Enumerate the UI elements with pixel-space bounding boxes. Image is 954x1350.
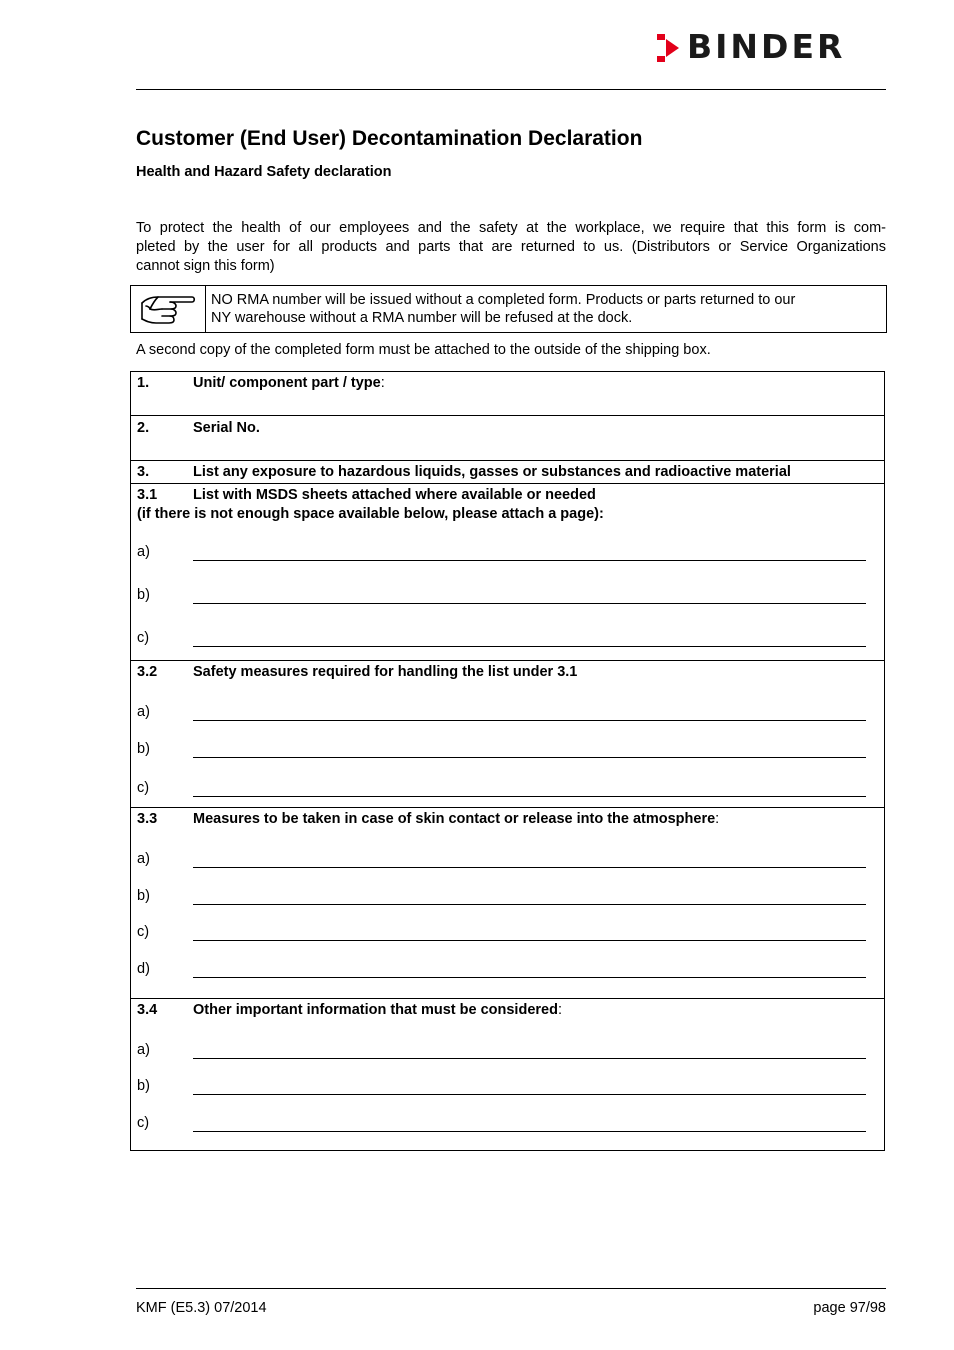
document-code: KMF (E5.3) 07/2014 [136, 1300, 267, 1316]
item-number: 2. [137, 420, 150, 436]
blank-line-3-4-a[interactable] [193, 1058, 866, 1059]
row-divider [131, 415, 884, 416]
other-info-label: Other important information that must be considered: [193, 1002, 562, 1018]
line-letter: c) [137, 1115, 150, 1131]
line-letter: a) [137, 1042, 150, 1058]
blank-line-3-3-b[interactable] [193, 904, 866, 905]
notice-box [130, 285, 887, 333]
blank-line-3-3-c[interactable] [193, 940, 866, 941]
serial-no-label: Serial No. [193, 420, 260, 436]
page-number: page 97/98 [813, 1300, 886, 1316]
line-letter: b) [137, 587, 150, 603]
blank-line-3-4-c[interactable] [193, 1131, 866, 1132]
item-number: 3.3 [137, 811, 158, 827]
notice-text [211, 291, 881, 327]
line-letter: c) [137, 924, 150, 940]
hazard-exposure-label: List any exposure to hazardous liquids, gasses or substances and radioactive material [193, 464, 791, 480]
line-letter: a) [137, 704, 150, 720]
item-number: 3. [137, 464, 150, 480]
unit-component-label: Unit/ component part / type: [193, 375, 385, 391]
footer-rule [136, 1288, 886, 1289]
intro-line: cannot sign this form) [136, 258, 275, 274]
line-letter: b) [137, 888, 150, 904]
blank-line-3-2-a[interactable] [193, 720, 866, 721]
page-subtitle: Health and Hazard Safety declaration [136, 164, 392, 180]
item-number: 1. [137, 375, 150, 391]
msds-list-label: List with MSDS sheets attached where available or needed [193, 487, 596, 503]
binder-arrow-icon [655, 32, 683, 64]
item-number: 3.1 [137, 487, 158, 503]
line-letter: c) [137, 780, 150, 796]
blank-line-3-4-b[interactable] [193, 1094, 866, 1095]
blank-line-3-1-a[interactable] [193, 560, 866, 561]
pointing-hand-icon [136, 289, 198, 329]
line-letter: d) [137, 961, 150, 977]
intro-line: To protect the health of our employees and the safety at the workplace, we require that this form is com- [136, 220, 886, 236]
notice-line: NO RMA number will be issued without a completed form. Products or parts returned to our [211, 292, 796, 308]
second-copy-note: A second copy of the completed form must be attached to the outside of the shipping box. [136, 342, 711, 358]
line-letter: b) [137, 741, 150, 757]
blank-line-3-3-d[interactable] [193, 977, 866, 978]
blank-line-3-2-c[interactable] [193, 796, 866, 797]
skin-contact-label: Measures to be taken in case of skin contact or release into the atmosphere: [193, 811, 720, 827]
brand-name: BINDER [687, 27, 846, 66]
blank-line-3-1-b[interactable] [193, 603, 866, 604]
attach-page-note: (if there is not enough space available below, please attach a page): [137, 506, 604, 522]
binder-logo [655, 27, 887, 66]
notice-icon-cell [131, 286, 206, 332]
line-letter: c) [137, 630, 150, 646]
declaration-form [130, 371, 885, 1151]
blank-line-3-2-b[interactable] [193, 757, 866, 758]
row-divider [131, 807, 884, 808]
line-letter: b) [137, 1078, 150, 1094]
blank-line-3-1-c[interactable] [193, 646, 866, 647]
header-rule [136, 89, 886, 90]
row-divider [131, 998, 884, 999]
safety-measures-label: Safety measures required for handling the list under 3.1 [193, 664, 578, 680]
blank-line-3-3-a[interactable] [193, 867, 866, 868]
item-number: 3.4 [137, 1002, 158, 1018]
intro-paragraph [136, 219, 886, 276]
intro-line: pleted by the user for all products and parts that are returned to us. (Distributors or Service Organizations [136, 239, 886, 255]
line-letter: a) [137, 851, 150, 867]
row-divider [131, 460, 884, 461]
row-divider [131, 660, 884, 661]
row-divider [131, 483, 884, 484]
line-letter: a) [137, 544, 150, 560]
item-number: 3.2 [137, 664, 158, 680]
page-title: Customer (End User) Decontamination Declaration [136, 127, 643, 150]
notice-line: NY warehouse without a RMA number will be refused at the dock. [211, 310, 633, 326]
